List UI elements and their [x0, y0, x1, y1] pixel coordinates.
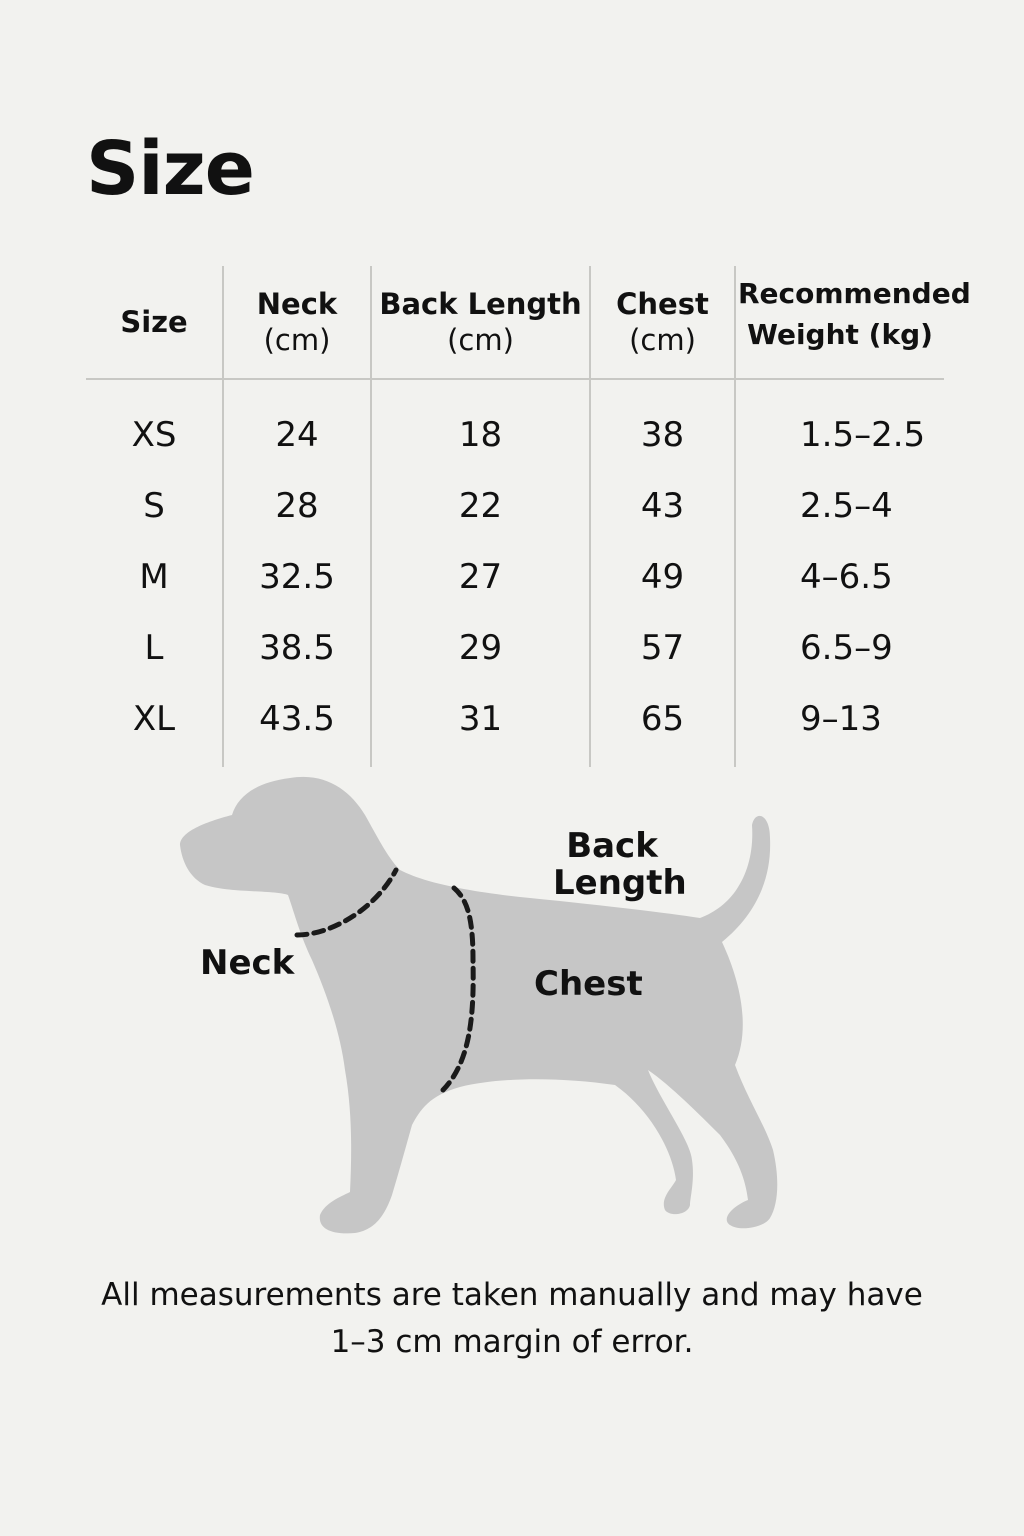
cell-weight: 1.5–2.5	[735, 379, 944, 470]
header-chest-unit: (cm)	[629, 323, 696, 357]
cell-back-length: 18	[371, 379, 590, 470]
cell-back-length: 27	[371, 541, 590, 612]
cell-weight: 6.5–9	[735, 612, 944, 683]
back-length-label-line2: Length	[553, 863, 687, 904]
cell-chest: 65	[590, 683, 735, 767]
cell-size: XL	[132, 698, 176, 739]
header-weight-line2: Weight (kg)	[747, 318, 933, 351]
table-row	[86, 612, 944, 683]
header-chest-name: Chest	[616, 286, 709, 321]
cell-chest: 57	[590, 612, 735, 683]
header-weight-line1: Recommended	[738, 277, 971, 311]
dog-measurement-diagram	[0, 760, 1024, 1260]
cell-neck: 32.5	[223, 541, 371, 612]
cell-size: M	[139, 556, 169, 597]
back-length-label	[553, 826, 687, 904]
cell-size: S	[143, 485, 165, 526]
header-weight	[735, 266, 971, 379]
cell-neck: 24	[223, 379, 371, 470]
header-back-length-name: Back Length	[379, 286, 582, 321]
cell-neck: 43.5	[223, 683, 371, 767]
cell-back-length: 22	[371, 470, 590, 541]
header-size: Size	[86, 266, 223, 379]
size-chart-table	[86, 266, 971, 767]
table-header-row	[86, 266, 944, 379]
table-row	[86, 683, 944, 767]
header-back-length	[371, 266, 590, 379]
cell-back-length: 31	[371, 683, 590, 767]
page-title: Size	[86, 126, 254, 212]
cell-neck: 28	[223, 470, 371, 541]
neck-label: Neck	[200, 943, 295, 983]
header-back-length-unit: (cm)	[447, 323, 514, 357]
cell-back-length: 29	[371, 612, 590, 683]
cell-weight: 4–6.5	[735, 541, 944, 612]
cell-weight: 2.5–4	[735, 470, 944, 541]
table-row	[86, 541, 944, 612]
header-neck	[223, 266, 371, 379]
table-row	[86, 470, 944, 541]
chest-label: Chest	[534, 964, 643, 1004]
disclaimer-line2: 1–3 cm margin of error.	[330, 1323, 694, 1360]
cell-size: L	[144, 627, 164, 668]
table-row	[86, 379, 944, 470]
cell-size: XS	[131, 414, 177, 455]
back-length-label-line1: Back	[566, 826, 658, 866]
dog-silhouette	[180, 777, 777, 1233]
measurement-disclaimer	[80, 1272, 944, 1365]
cell-neck: 38.5	[223, 612, 371, 683]
header-chest	[590, 266, 735, 379]
header-neck-unit: (cm)	[263, 323, 331, 357]
header-neck-name: Neck	[256, 286, 338, 321]
cell-weight: 9–13	[735, 683, 944, 767]
cell-chest: 49	[590, 541, 735, 612]
cell-chest: 43	[590, 470, 735, 541]
cell-chest: 38	[590, 379, 735, 470]
disclaimer-line1: All measurements are taken manually and may have	[101, 1277, 923, 1313]
